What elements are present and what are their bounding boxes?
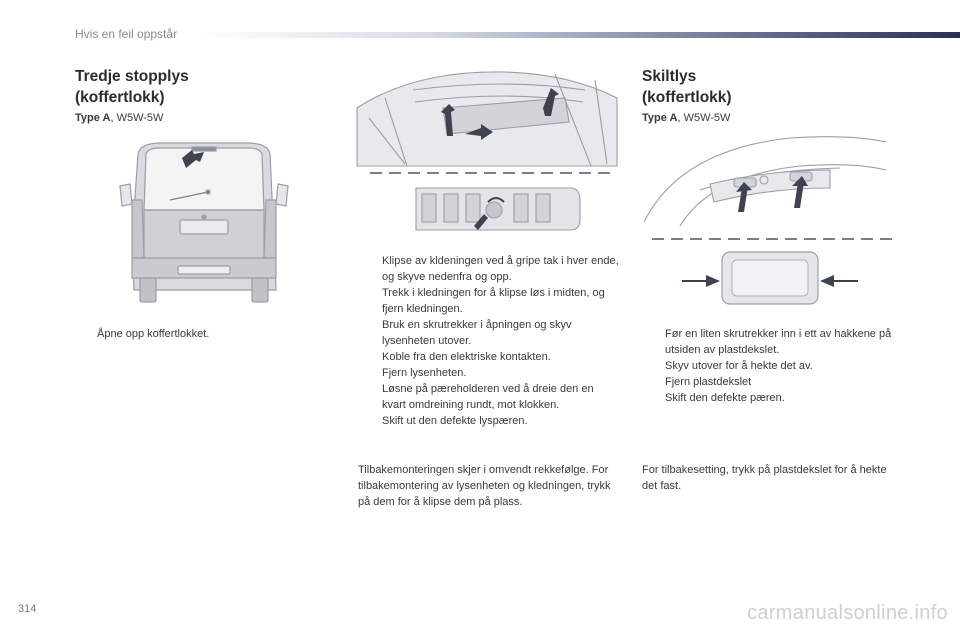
plastic-cover-illustration — [680, 248, 860, 308]
middle-step-7-text: Skift ut den defekte lyspæren. — [382, 415, 528, 427]
left-step-1-text: Åpne opp koffertlokket. — [97, 328, 210, 340]
right-step-4 — [643, 390, 905, 406]
header-gradient-bar — [200, 32, 960, 38]
section-title: Hvis en feil oppstår — [75, 27, 178, 41]
dashed-separator-middle — [370, 170, 615, 176]
left-type-label: Type A — [75, 112, 111, 124]
right-step-1 — [643, 326, 905, 358]
left-steps-list — [75, 326, 305, 342]
right-step-3-text: Fjern plastdekslet — [665, 376, 752, 388]
middle-step-5 — [360, 365, 620, 381]
middle-step-2-text: Trekk i kledningen for å klipse løs i midten, og fjern kledningen. — [382, 287, 605, 315]
license-light-location-illustration — [640, 130, 890, 232]
middle-step-4-text: Koble fra den elektriske kontakten. — [382, 351, 551, 363]
left-step-1 — [75, 326, 305, 342]
middle-step-2 — [360, 285, 620, 317]
middle-step-6 — [360, 381, 620, 413]
right-heading-line1: Skiltlys — [642, 68, 697, 85]
middle-step-3 — [360, 317, 620, 349]
middle-step-1 — [360, 253, 620, 285]
middle-note: Tilbakemonteringen skjer i omvendt rekkefølge. For tilbakemontering av lysenheten og kledningen, trykk på dem for å klipse dem på plass. — [358, 464, 611, 508]
watermark: carmanualsonline.info — [747, 602, 948, 624]
right-type-label: Type A — [642, 112, 678, 124]
right-heading — [642, 66, 732, 108]
light-unit-illustration — [410, 180, 582, 236]
right-step-1-text: Før en liten skrutrekker inn i ett av hakkene på utsiden av plastdekslet. — [665, 328, 892, 356]
left-heading-line2: (koffertlokk) — [75, 89, 165, 106]
middle-step-4 — [360, 349, 620, 365]
left-type-line — [75, 112, 163, 124]
right-step-2-text: Skyv utover for å hekte det av. — [665, 360, 813, 372]
middle-step-1-text: Klipse av kldeningen ved å gripe tak i hver ende, og skyve nedenfra og opp. — [382, 255, 619, 283]
right-step-2 — [643, 358, 905, 374]
right-type-value: , W5W-5W — [677, 112, 731, 124]
left-heading — [75, 66, 189, 108]
tailgate-trim-illustration — [355, 68, 623, 168]
middle-steps-list — [360, 253, 620, 429]
van-rear-illustration — [118, 140, 290, 306]
middle-step-3-text: Bruk en skrutrekker i åpningen og skyv lysenheten utover. — [382, 319, 572, 347]
right-note: For tilbakesetting, trykk på plastdekslet for å hekte det fast. — [642, 464, 887, 492]
left-heading-line1: Tredje stopplys — [75, 68, 189, 85]
middle-step-7 — [360, 413, 620, 429]
left-type-value: , W5W-5W — [110, 112, 164, 124]
dashed-separator-right — [652, 236, 896, 242]
right-type-line — [642, 112, 730, 124]
right-heading-line2: (koffertlokk) — [642, 89, 732, 106]
middle-step-5-text: Fjern lysenheten. — [382, 367, 467, 379]
right-step-3 — [643, 374, 905, 390]
right-step-4-text: Skift den defekte pæren. — [665, 392, 785, 404]
right-steps-list — [643, 326, 905, 406]
middle-step-6-text: Løsne på pæreholderen ved å dreie den en kvart omdreining rundt, mot klokken. — [382, 383, 594, 411]
page-number: 314 — [18, 603, 37, 615]
